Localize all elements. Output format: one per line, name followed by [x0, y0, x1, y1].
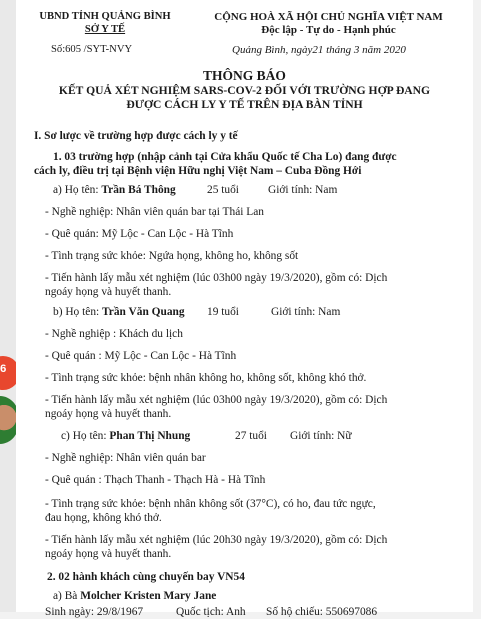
- section-2-dob: Sinh ngày: 29/8/1967: [45, 606, 144, 618]
- person-c-job: - Nghề nghiệp: Nhân viên quán bar: [45, 452, 206, 464]
- person-c-health-2: đau họng, không khó thở.: [45, 512, 162, 524]
- date-day: 21: [312, 44, 324, 56]
- person-b-gender: Giới tính: Nam: [271, 306, 341, 318]
- person-c-prefix: c) Họ tên:: [61, 430, 110, 442]
- department-name: SỞ Y TẾ: [84, 24, 126, 35]
- person-c-sample-2: ngoáy họng và huyết thanh.: [45, 548, 172, 560]
- section-1-sub1-line1: 1. 03 trường hợp (nhập cảnh tại Cửa khẩu Quốc tế Cha Lo) đang được: [53, 151, 397, 163]
- person-c-hometown: - Quê quán : Thạch Thanh - Thạch Hà - Hà Tĩnh: [45, 474, 266, 486]
- notice-title: THÔNG BÁO: [203, 68, 286, 83]
- person-b-age: 19 tuổi: [207, 306, 239, 318]
- person-c-gender: Giới tính: Nữ: [290, 430, 352, 442]
- person-c-name-line: [61, 429, 190, 443]
- person-c-health-1: - Tình trạng sức khỏe: bệnh nhân không sốt (37°C), có ho, đau tức ngực,: [45, 498, 376, 510]
- document-date: [232, 43, 406, 57]
- person-b-health: - Tình trạng sức khỏe: bệnh nhân không ho, không sốt, không khó thở.: [45, 372, 367, 384]
- person-a-gender: Giới tính: Nam: [268, 184, 338, 196]
- badge-count: 6: [0, 363, 7, 375]
- section-2-nationality: Quốc tịch: Anh: [176, 606, 246, 618]
- person-a-prefix: a) Họ tên:: [53, 184, 102, 196]
- document-page: [16, 0, 473, 618]
- notice-subtitle-2: ĐƯỢC CÁCH LY Y TẾ TRÊN ĐỊA BÀN TỈNH: [126, 98, 363, 111]
- date-month-year: tháng 3 năm 2020: [323, 44, 406, 56]
- national-motto: Độc lập - Tự do - Hạnh phúc: [261, 24, 396, 36]
- person-b-hometown: - Quê quán : Mỹ Lộc - Can Lộc - Hà Tĩnh: [45, 350, 237, 362]
- person-c-sample-1: - Tiến hành lấy mẫu xét nghiệm (lúc 20h30 ngày 19/3/2020), gồm có: Dịch: [45, 534, 388, 546]
- person-b-prefix: b) Họ tên:: [53, 306, 103, 318]
- date-place: Quảng Bình, ngày: [232, 44, 313, 56]
- person-c-name: Phan Thị Nhung: [109, 430, 191, 442]
- section-2-passport: Số hộ chiếu: 550697086: [266, 606, 378, 618]
- section-1-sub1-line2: cách ly, điều trị tại Bệnh viện Hữu nghị Việt Nam – Cuba Đồng Hới: [34, 165, 362, 177]
- national-title: CỘNG HOÀ XÃ HỘI CHỦ NGHĨA VIỆT NAM: [214, 11, 443, 23]
- person-b-sample-2: ngoáy họng và huyết thanh.: [45, 408, 172, 420]
- person-a-name-line: [53, 183, 176, 197]
- person-a-job: - Nghề nghiệp: Nhân viên quán bar tại Thái Lan: [45, 206, 264, 218]
- person-b-sample-1: - Tiến hành lấy mẫu xét nghiệm (lúc 03h00 ngày 19/3/2020), gồm có: Dịch: [45, 394, 388, 406]
- left-margin-shadow: [0, 0, 16, 612]
- person-a-name: Trần Bá Thông: [101, 184, 176, 196]
- person-b-job: - Nghề nghiệp : Khách du lịch: [45, 328, 183, 340]
- section-2-person-a-prefix: a) Bà: [53, 590, 81, 602]
- document-number: Số:605 /SYT-NVY: [51, 44, 133, 55]
- person-c-age: 27 tuổi: [235, 430, 267, 442]
- section-2-heading: 2. 02 hành khách cùng chuyến bay VN54: [47, 571, 245, 583]
- person-b-name-line: [53, 305, 185, 319]
- person-a-sample-1: - Tiến hành lấy mẫu xét nghiệm (lúc 03h00 ngày 19/3/2020), gồm có: Dịch: [45, 272, 388, 284]
- person-a-age: 25 tuổi: [207, 184, 239, 196]
- person-b-name: Trần Văn Quang: [102, 306, 185, 318]
- person-a-health: - Tình trạng sức khỏe: Ngứa họng, không ho, không sốt: [45, 250, 299, 262]
- person-a-hometown: - Quê quán: Mỹ Lộc - Can Lộc - Hà Tĩnh: [45, 228, 234, 240]
- section-2-person-a: [53, 589, 216, 603]
- section-1-heading: I. Sơ lược về trường hợp được cách ly y tế: [34, 130, 238, 142]
- section-2-person-a-name: Molcher Kristen Mary Jane: [80, 590, 217, 602]
- agency-name: UBND TỈNH QUẢNG BÌNH: [39, 11, 171, 22]
- notice-subtitle-1: KẾT QUẢ XÉT NGHIỆM SARS-COV-2 ĐỐI VỚI TRƯỜNG HỢP ĐANG: [58, 84, 431, 97]
- person-a-sample-2: ngoáy họng và huyết thanh.: [45, 286, 172, 298]
